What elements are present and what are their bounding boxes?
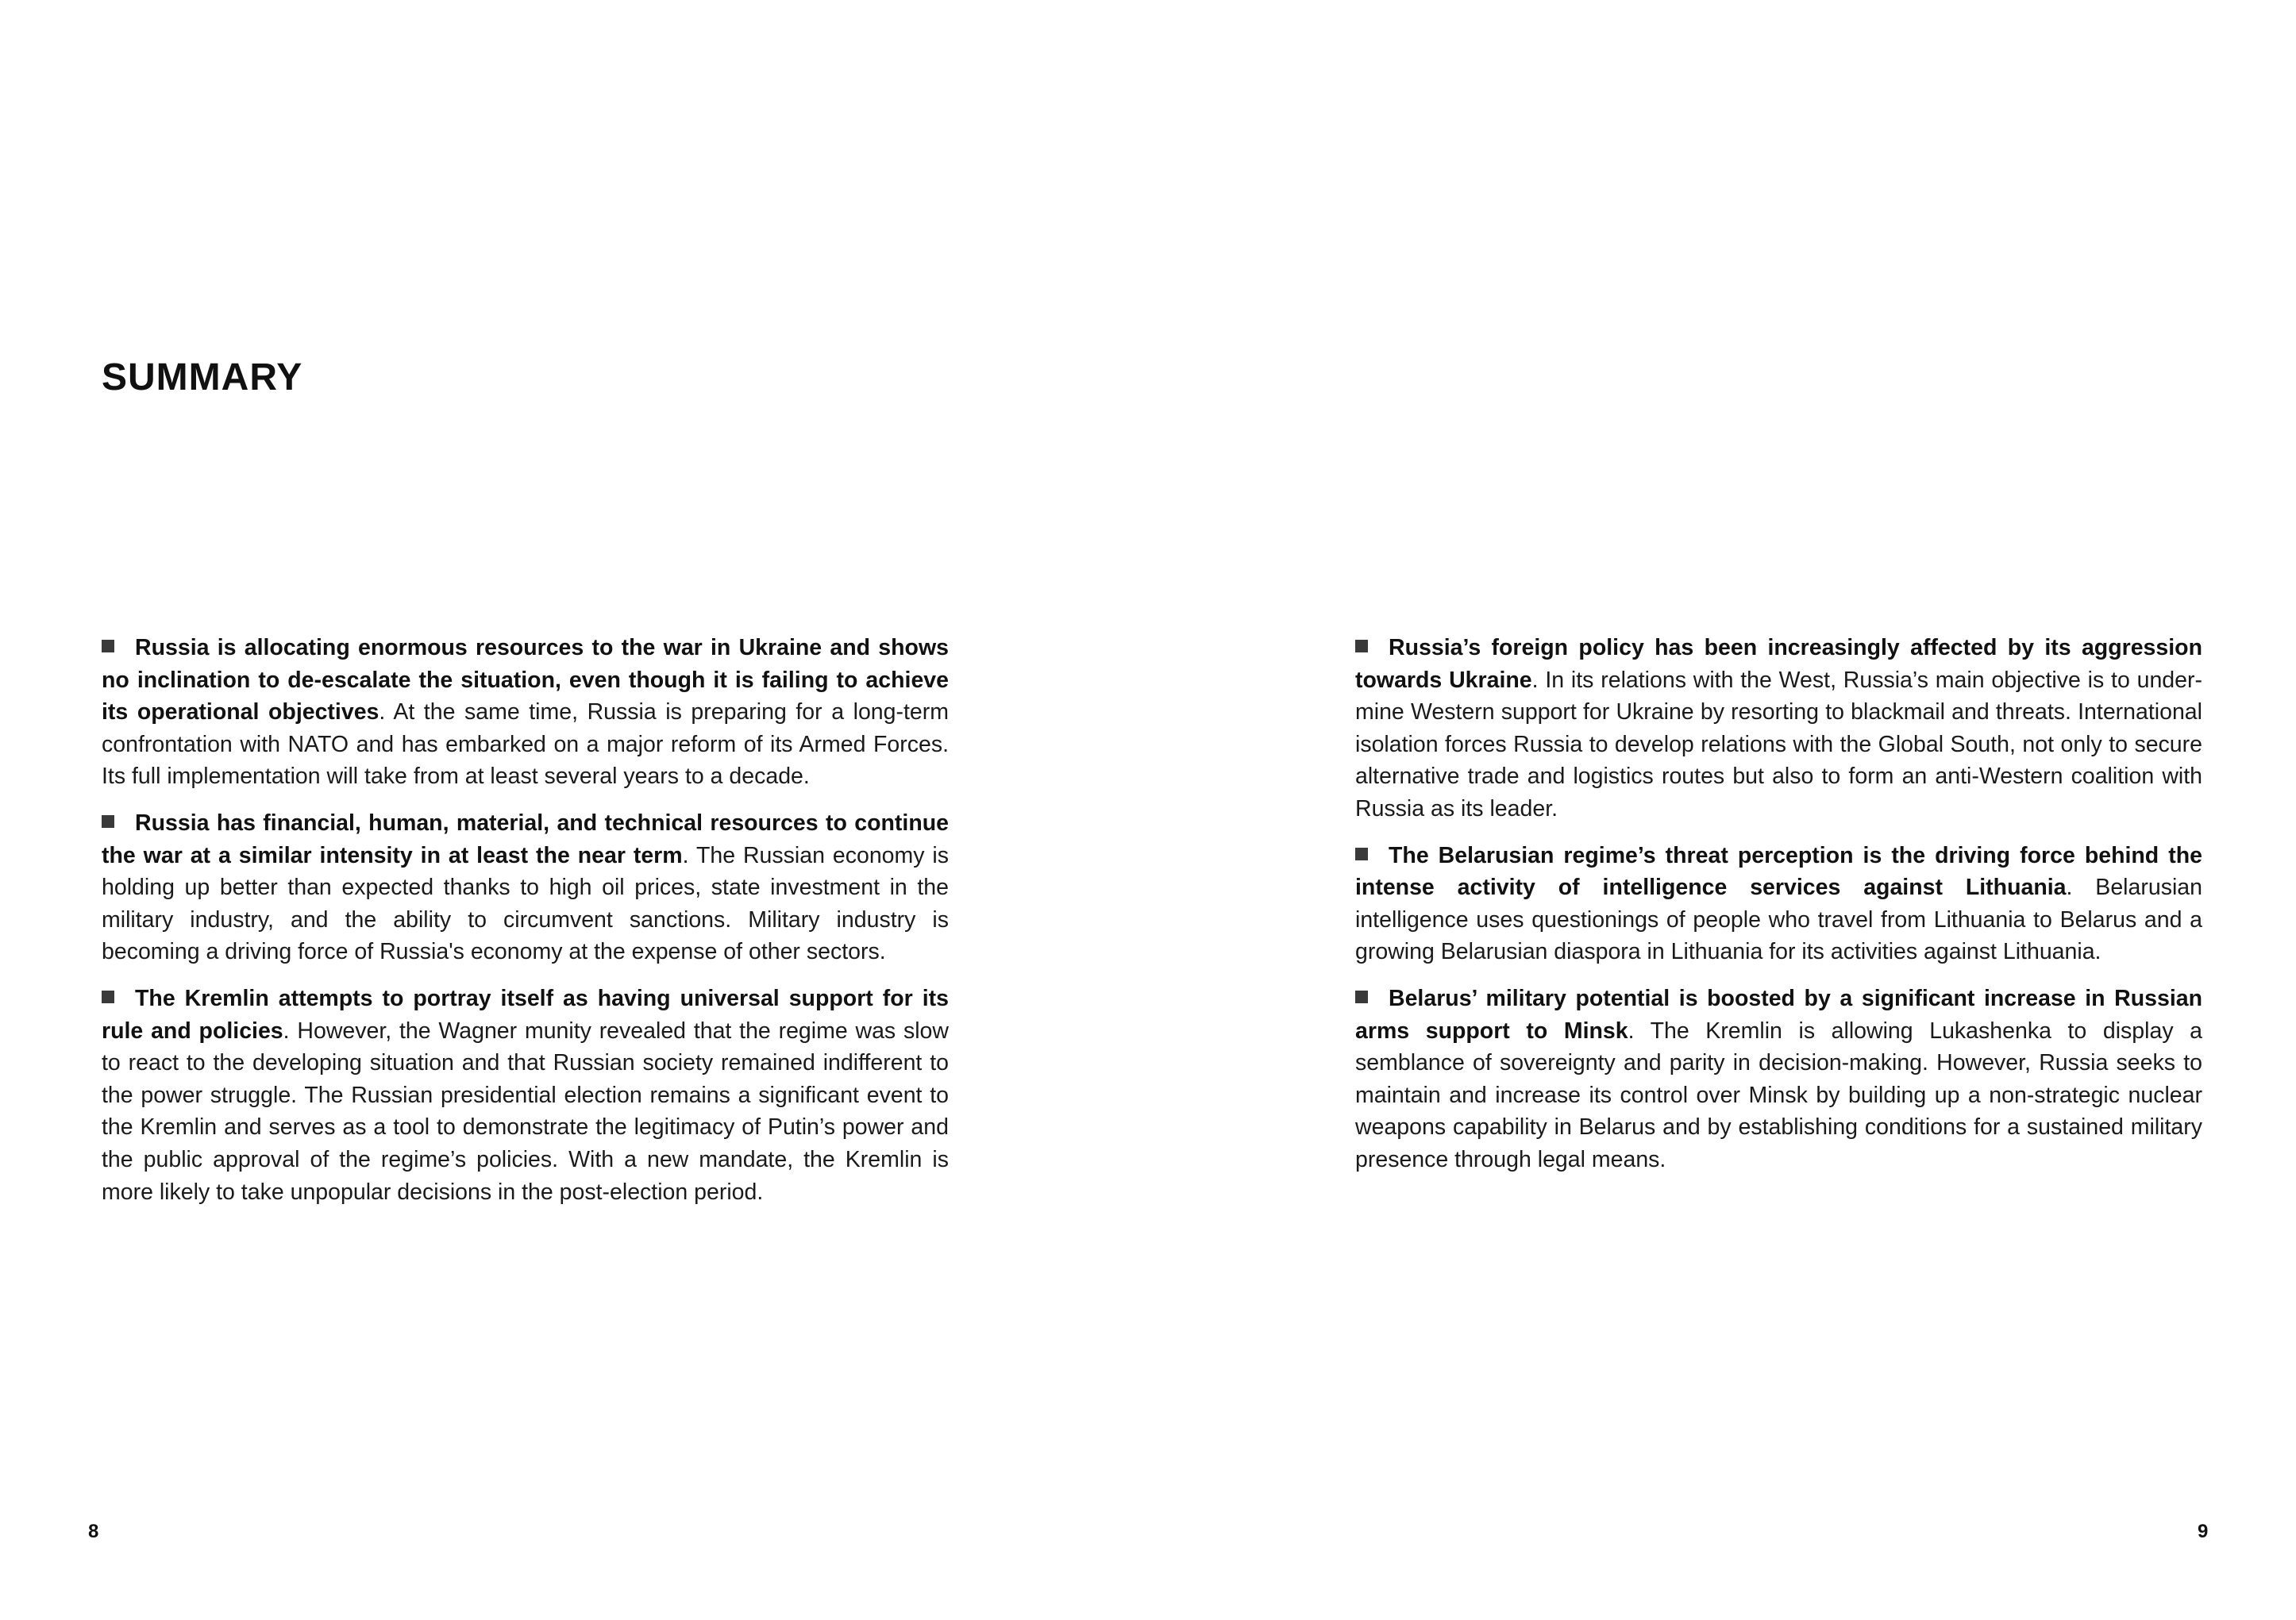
paragraph-lead: Russia’s foreign policy has been increasingly affected by its aggression towards Ukraine	[1355, 635, 2202, 693]
summary-paragraph	[1355, 983, 2202, 1176]
paragraph-body: . At the same time, Russia is preparing for a long-term confrontation with NATO and has embarked on a major reform of its Armed Forces. Its full implementation will take from at least several years to a decade.	[102, 699, 949, 790]
square-bullet-icon	[102, 640, 114, 652]
paragraph-lead: The Kremlin attempts to portray itself as having universal support for its rule and policies	[102, 985, 949, 1044]
square-bullet-icon	[102, 991, 114, 1003]
square-bullet-icon	[1355, 991, 1368, 1003]
summary-paragraph	[102, 807, 949, 968]
summary-paragraph	[1355, 840, 2202, 968]
summary-paragraph	[102, 983, 949, 1208]
paragraph-lead: The Belarusian regime’s threat perception is the driving force behind the intense activity of intelligence services against Lithuania	[1355, 842, 2202, 901]
square-bullet-icon	[102, 815, 114, 828]
paragraph-lead: Belarus’ military potential is boosted by a significant increase in Russian arms support to Minsk	[1355, 985, 2202, 1044]
page-title: SUMMARY	[102, 356, 303, 398]
summary-paragraph	[102, 632, 949, 793]
paragraph-lead: Russia has financial, human, material, and technical resources to continue the war at a similar intensity in at least the near term	[102, 810, 949, 868]
square-bullet-icon	[1355, 640, 1368, 652]
paragraph-body: . The Russian economy is holding up better than expected thanks to high oil prices, state investment in the military industry, and the ability to circumvent sanctions. Military industry is becoming a driving force of Russia's economy at the expense of other sectors.	[102, 842, 950, 965]
summary-paragraph	[1355, 632, 2202, 825]
paragraph-body: . Belarusian intelligence uses questionings of people who travel from Lithuania to Belarus and a growing Belarusian diaspora in Lithuania for its activities against Lithuania.	[1355, 875, 2202, 965]
left-column	[102, 632, 949, 1222]
square-bullet-icon	[1355, 848, 1368, 860]
paragraph-body: . However, the Wagner munity revealed that the regime was slow to react to the developing situation and that Russian society remained indifferent to the power struggle. The Russian presidential election remains a significant event to the Kremlin and serves as a tool to demonstrate the legitimacy of Putin’s power and the public approval of the regime’s policies. With a new mandate, the Kremlin is more likely to take unpopular decisions in the post-election period.	[102, 1018, 949, 1205]
right-column	[1355, 632, 2202, 1191]
paragraph-body: . The Kremlin is allowing Lukashenka to display a semblance of sovereignty and parity in decision-making. However, Russia seeks to maintain and increase its control over Minsk by building up a non-strategic nuclear weapons capability in Belarus and by establishing conditions for a sustained military presence through legal means.	[1355, 1018, 2203, 1172]
paragraph-body: . In its relations with the West, Russia’s main objective is to undermine Western support for Ukraine by resorting to blackmail and threats. International isolation forces Russia to develop relations with the Global South, not only to secure alternative trade and logistics routes but also to form an anti-Western coalition with Russia as its leader.	[1355, 667, 2202, 822]
paragraph-lead: Russia is allocating enormous resources to the war in Ukraine and shows no inclination to de-escalate the situation, even though it is failing to achieve its operational objectives	[102, 635, 949, 725]
page-number-left: 8	[88, 1521, 99, 1542]
page-number-right: 9	[2198, 1521, 2209, 1542]
